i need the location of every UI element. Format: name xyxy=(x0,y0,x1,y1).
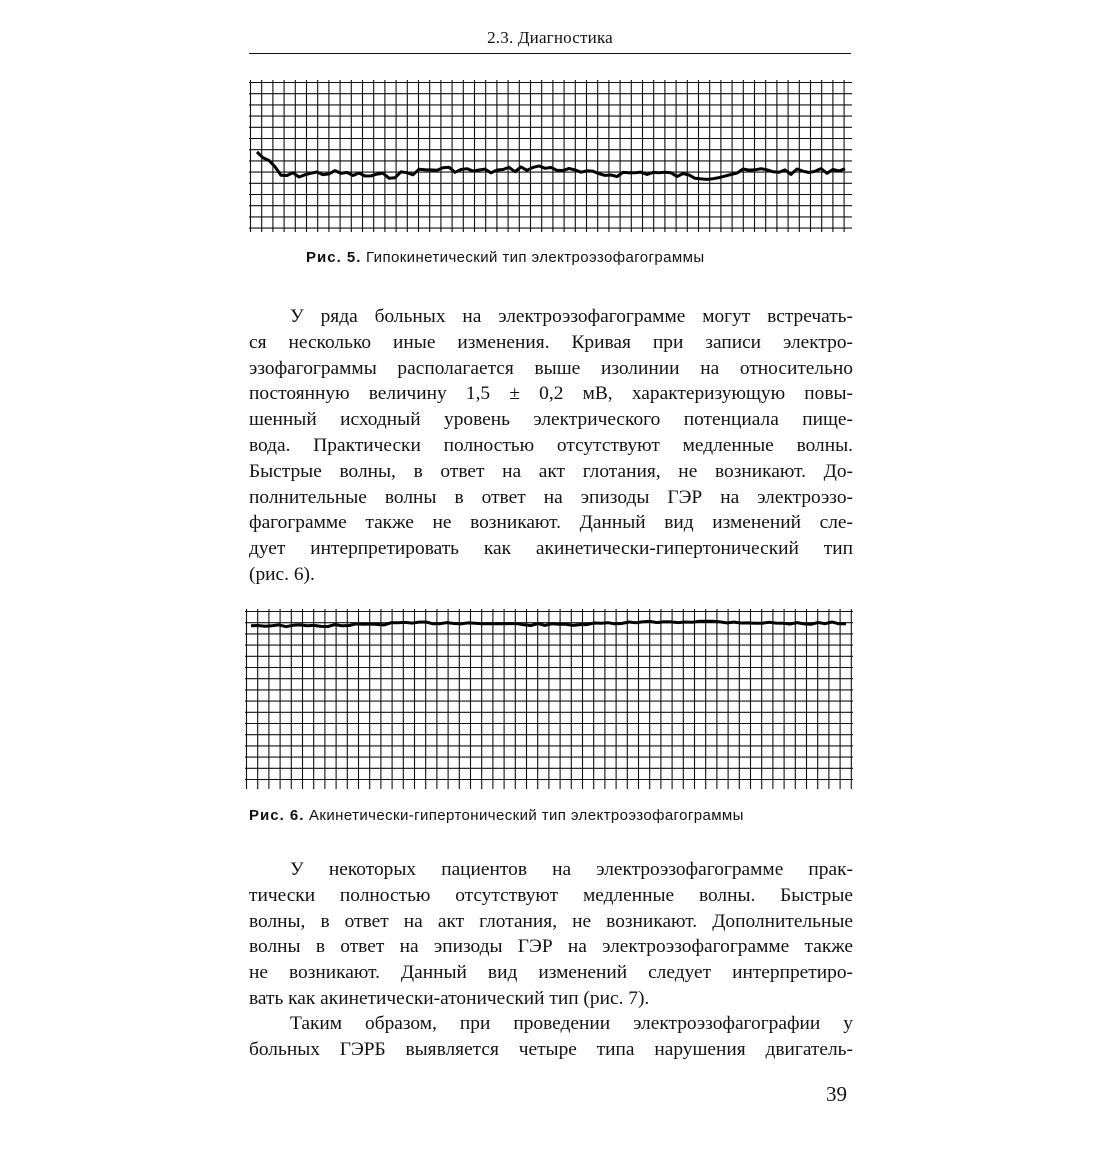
text-line: полнительные волны в ответ на эпизоды ГЭР на электроэзо- xyxy=(249,486,853,508)
figure-6-ecg-trace xyxy=(245,609,853,789)
text-line: вода. Практически полностью отсутствуют медленные волны. xyxy=(249,434,853,456)
text-line: больных ГЭРБ выявляется четыре типа нарушения двигатель- xyxy=(249,1038,853,1060)
figure-6-caption-text: Акинетически-гипертонический тип электроэзофагограммы xyxy=(309,807,744,824)
figure-5-caption xyxy=(306,249,705,266)
figure-5-label: Рис. 5. xyxy=(306,249,362,266)
ecg-grid xyxy=(245,609,853,789)
paragraph-2 xyxy=(249,857,853,1012)
ecg-grid xyxy=(249,80,852,232)
text-line: фагограмме также не возникают. Данный вид изменений сле- xyxy=(249,512,853,534)
text-line: постоянную величину 1,5 ± 0,2 мВ, характеризующую повы- xyxy=(249,383,853,405)
text-line: шенный исходный уровень электрического потенциала пище- xyxy=(249,409,853,431)
figure-5-ecg-trace xyxy=(249,80,852,232)
paragraph-1 xyxy=(249,304,853,588)
text-line: ся несколько иные изменения. Кривая при записи электро- xyxy=(249,331,853,353)
paragraph-3 xyxy=(249,1011,853,1063)
figure-5-caption-text: Гипокинетический тип электроэзофагограммы xyxy=(366,249,705,266)
ecg-trace-line xyxy=(257,152,845,180)
text-line: Таким образом, при проведении электроэзофагографии у xyxy=(290,1013,853,1034)
text-line: тически полностью отсутствуют медленные волны. Быстрые xyxy=(249,884,853,906)
running-header: 2.3. Диагностика xyxy=(487,28,613,47)
text-line: (рис. 6). xyxy=(249,563,315,585)
text-line: волны, в ответ на акт глотания, не возникают. Дополнительные xyxy=(249,910,853,932)
text-line: эзофагограммы располагается выше изолинии на относительно xyxy=(249,357,853,379)
text-line: не возникают. Данный вид изменений следует интерпретиро- xyxy=(249,962,853,984)
header-rule xyxy=(249,53,851,54)
text-line: У некоторых пациентов на электроэзофагограмме прак- xyxy=(290,859,853,880)
text-line: вать как акинетически-атонический тип (рис. 7). xyxy=(249,987,650,1009)
page-number: 39 xyxy=(826,1082,847,1106)
text-line: Быстрые волны, в ответ на акт глотания, не возникают. До- xyxy=(249,460,853,482)
text-line: волны в ответ на эпизоды ГЭР на электроэзофагограмме также xyxy=(249,936,853,958)
text-line: У ряда больных на электроэзофагограмме могут встречать- xyxy=(290,306,853,327)
text-line: дует интерпретировать как акинетически-гипертонический тип xyxy=(249,538,853,560)
figure-6-label: Рис. 6. xyxy=(249,807,305,824)
figure-6-caption xyxy=(249,807,744,824)
